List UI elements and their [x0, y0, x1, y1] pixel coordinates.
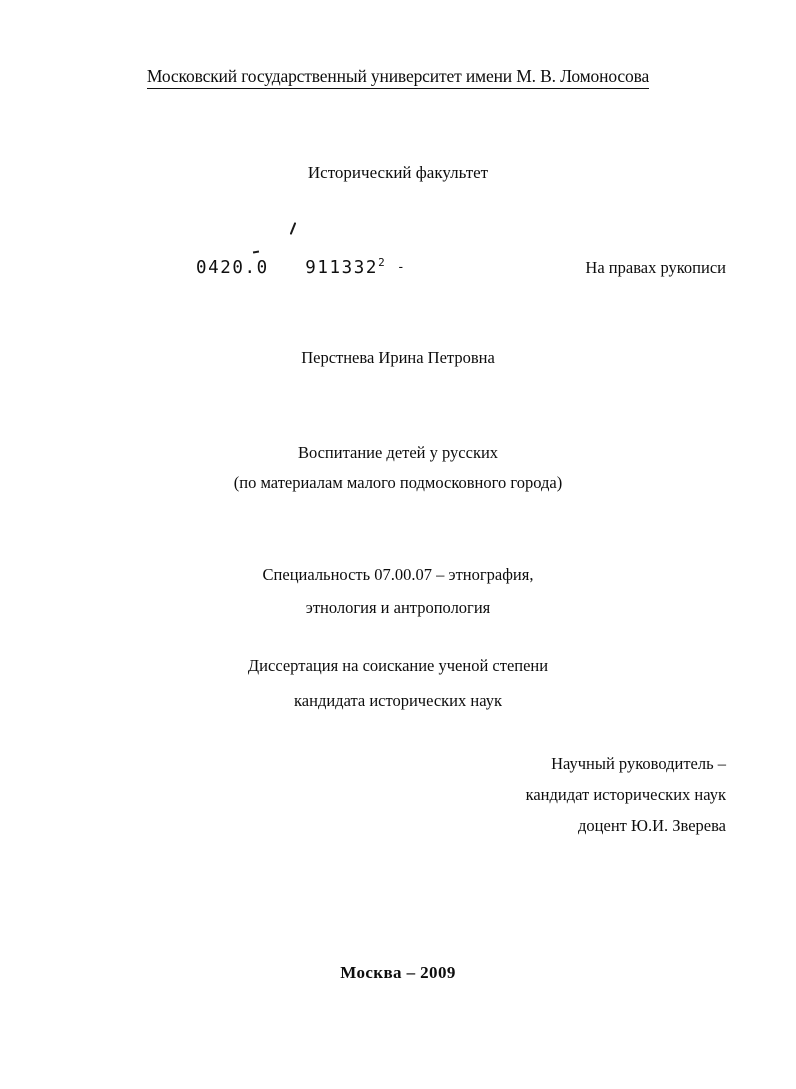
city-and-year: Москва – 2009	[340, 963, 456, 982]
author-name: Перстнева Ирина Петровна	[301, 348, 495, 367]
stamp-trailing-mark: -	[396, 259, 405, 275]
stamp-dot-mark	[253, 250, 259, 253]
faculty-name: Исторический факультет	[307, 163, 489, 182]
degree-statement-line-2: кандидата исторических наук	[294, 691, 502, 710]
university-name-text: Московский государственный университет имени М. В. Ломоносова	[147, 66, 649, 89]
stamp-number-part-2: 911332	[305, 257, 379, 278]
supervisor-line-3: доцент Ю.И. Зверева	[578, 816, 726, 835]
manuscript-rights-note: На правах рукописи	[585, 258, 726, 277]
specialty-line-2: этнология и антропология	[305, 598, 491, 617]
dissertation-title-line-1: Воспитание детей у русских	[297, 443, 499, 462]
supervisor-block	[526, 748, 726, 841]
stamp-superscript: 2	[378, 256, 385, 269]
supervisor-line-2: кандидат исторических наук	[525, 785, 726, 804]
stamp-number-part-1: 0420.0	[196, 257, 269, 278]
dissertation-title-line-2: (по материалам малого подмосковного города)	[233, 473, 563, 492]
supervisor-line-1: Научный руководитель –	[551, 754, 726, 773]
degree-statement-line-1: Диссертация на соискание ученой степени	[247, 656, 549, 675]
stamp-tick-mark	[290, 222, 297, 235]
university-name	[0, 66, 796, 89]
specialty-line-1: Специальность 07.00.07 – этнография,	[262, 565, 534, 584]
